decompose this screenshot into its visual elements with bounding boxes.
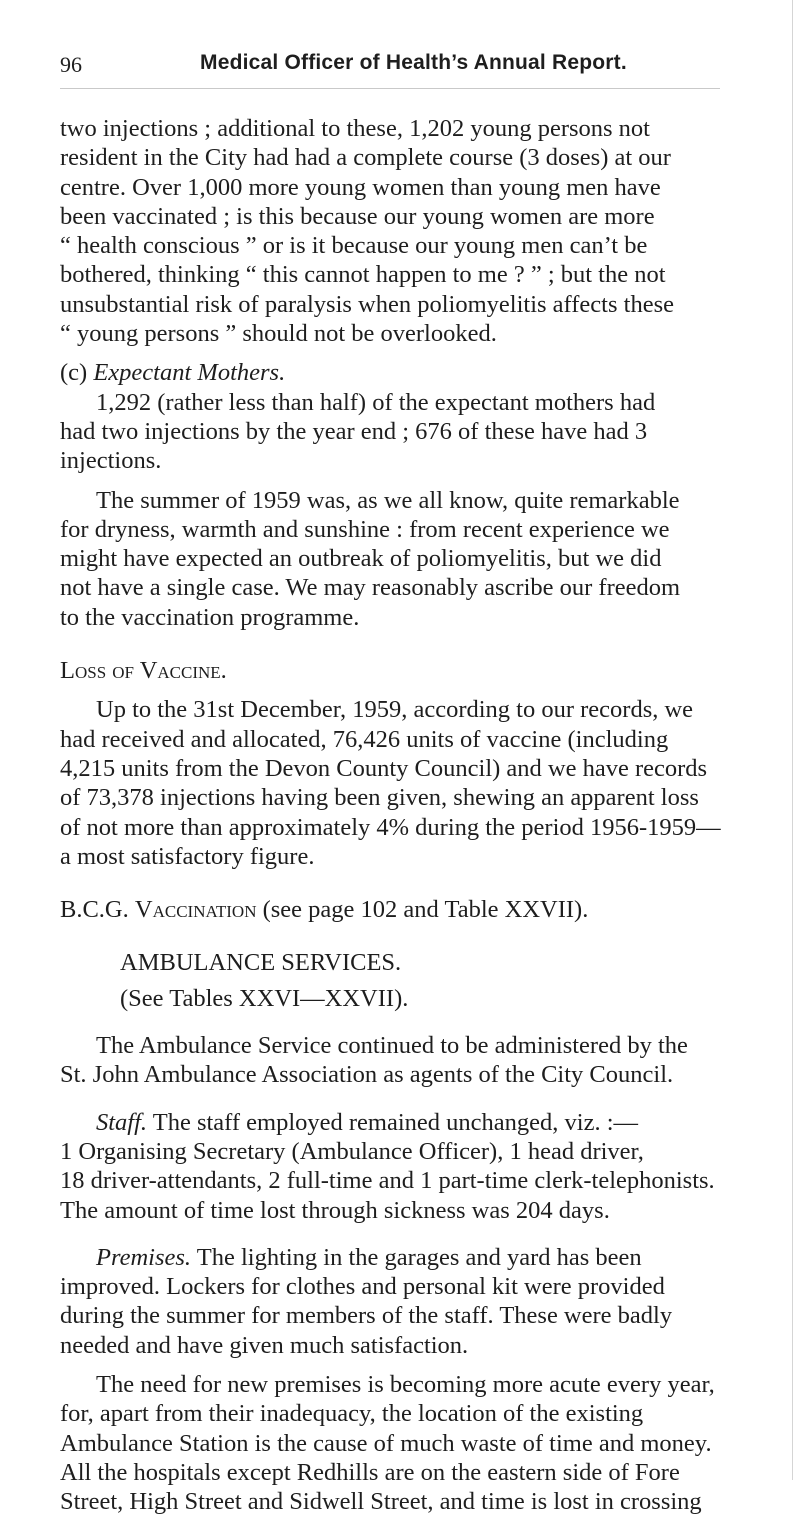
- body-line: had received and allocated, 76,426 units of vaccine (including: [60, 725, 669, 753]
- section-heading-bcg: [60, 895, 800, 924]
- body-line: The Ambulance Service continued to be administered by the: [96, 1032, 688, 1060]
- body-line: All the hospitals except Redhills are on the eastern side of Fore: [60, 1458, 680, 1486]
- body-line: had two injections by the year end ; 676 of these have had 3: [60, 417, 648, 445]
- body-line: during the summer for members of the staff. These were badly: [60, 1302, 673, 1330]
- body-line: of 73,378 injections having been given, shewing an apparent loss: [60, 784, 699, 812]
- body-line: two injections ; additional to these, 1,202 young persons not: [60, 115, 650, 142]
- section-title: Expectant Mothers.: [93, 359, 286, 387]
- body-line: Street, High Street and Sidwell Street, and time is lost in crossing: [60, 1488, 702, 1516]
- body-line: Up to the 31st December, 1959, according to our records, we: [96, 696, 694, 724]
- body-line: centre. Over 1,000 more young women than young men have: [60, 173, 661, 201]
- section-heading-expectant: [60, 358, 800, 387]
- header-rule: [60, 88, 720, 89]
- body-line: might have expected an outbreak of poliomyelitis, but we did: [60, 545, 662, 573]
- body-line: improved. Lockers for clothes and personal kit were provided: [60, 1273, 665, 1301]
- body-line: for dryness, warmth and sunshine : from recent experience we: [60, 515, 670, 543]
- body-line: The need for new premises is becoming more acute every year,: [96, 1370, 715, 1398]
- body-line: Ambulance Station is the cause of much waste of time and money.: [60, 1429, 712, 1457]
- body-line: unsubstantial risk of paralysis when poliomyelitis affects these: [60, 290, 674, 318]
- body-line: of not more than approximately 4% during the period 1956-1959—: [60, 813, 721, 841]
- body-line: 1 Organising Secretary (Ambulance Officer), 1 head driver,: [60, 1137, 644, 1165]
- ambulance-subtitle: (See Tables XXVI—XXVII).: [120, 984, 409, 1012]
- page-body: [60, 114, 800, 1516]
- body-line: 18 driver-attendants, 2 full-time and 1 part-time clerk-telephonists.: [60, 1167, 715, 1195]
- body-line: to the vaccination programme.: [60, 603, 360, 631]
- body-line: bothered, thinking “ this cannot happen to me ? ” ; but the not: [60, 261, 666, 289]
- body-line: The summer of 1959 was, as we all know, quite remarkable: [96, 486, 680, 514]
- premises-text: The lighting in the garages and yard has been: [196, 1243, 642, 1271]
- staff-paragraph-first-line: [60, 1108, 800, 1137]
- body-line: not have a single case. We may reasonably ascribe our freedom: [60, 574, 681, 602]
- section-heading-loss-of-vaccine: Loss of Vaccine.: [60, 657, 227, 685]
- bcg-prefix: B.C.G.: [60, 896, 129, 924]
- page-header: [60, 52, 720, 84]
- running-title: Medical Officer of Health’s Annual Report.: [200, 51, 627, 74]
- ambulance-title: AMBULANCE SERVICES.: [120, 949, 402, 977]
- body-line: “ health conscious ” or is it because our young men can’t be: [60, 232, 648, 260]
- bcg-heading: Vaccination: [134, 896, 257, 924]
- body-line: 4,215 units from the Devon County Council) and we have records: [60, 754, 708, 782]
- body-line: needed and have given much satisfaction.: [60, 1331, 469, 1359]
- premises-paragraph-first-line: [60, 1243, 800, 1272]
- premises-label: Premises.: [96, 1243, 192, 1271]
- section-label: (c): [60, 359, 88, 387]
- body-line: been vaccinated ; is this because our young women are more: [60, 202, 655, 230]
- body-line: a most satisfactory figure.: [60, 842, 315, 870]
- bcg-reference: (see page 102 and Table XXVII).: [262, 896, 589, 924]
- body-line: resident in the City had had a complete course (3 doses) at our: [60, 144, 671, 172]
- page-number: 96: [60, 52, 82, 77]
- body-line: 1,292 (rather less than half) of the expectant mothers had: [96, 388, 656, 416]
- body-line: “ young persons ” should not be overlooked.: [60, 320, 497, 348]
- body-line: The amount of time lost through sickness was 204 days.: [60, 1196, 610, 1224]
- body-line: for, apart from their inadequacy, the location of the existing: [60, 1400, 644, 1428]
- body-line: St. John Ambulance Association as agents of the City Council.: [60, 1061, 674, 1089]
- staff-text: The staff employed remained unchanged, viz. :—: [152, 1108, 639, 1136]
- body-line: injections.: [60, 447, 162, 475]
- staff-label: Staff.: [96, 1108, 148, 1136]
